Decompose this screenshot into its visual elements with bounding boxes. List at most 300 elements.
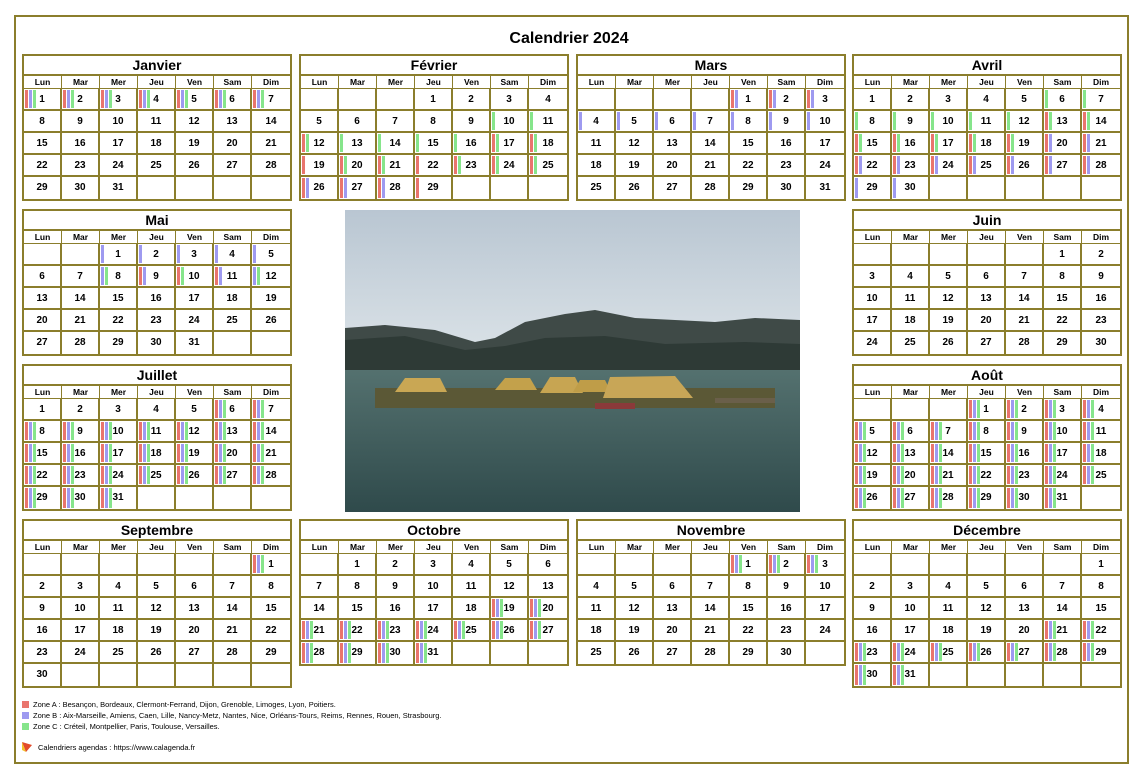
day-cell[interactable] [692,155,730,177]
day-cell[interactable] [654,177,692,199]
day-cell[interactable] [1006,620,1044,642]
day-cell[interactable] [968,465,1006,487]
day-cell[interactable] [453,111,491,133]
day-cell[interactable] [100,266,138,288]
day-cell[interactable] [968,288,1006,310]
day-cell[interactable] [730,620,768,642]
day-cell[interactable] [930,465,968,487]
day-cell[interactable] [968,487,1006,509]
day-cell[interactable] [529,133,567,155]
day-cell[interactable] [1044,465,1082,487]
day-cell[interactable] [339,576,377,598]
day-cell[interactable] [854,310,892,332]
day-cell[interactable] [1044,642,1082,664]
day-cell[interactable] [578,133,616,155]
day-cell[interactable] [1006,421,1044,443]
day-cell[interactable] [301,642,339,664]
day-cell[interactable] [1044,332,1082,354]
day-cell[interactable] [968,155,1006,177]
day-cell[interactable] [854,111,892,133]
day-cell[interactable] [62,288,100,310]
day-cell[interactable] [930,598,968,620]
day-cell[interactable] [616,177,654,199]
day-cell[interactable] [692,111,730,133]
day-cell[interactable] [24,487,62,509]
day-cell[interactable] [62,399,100,421]
day-cell[interactable] [654,642,692,664]
day-cell[interactable] [176,598,214,620]
day-cell[interactable] [1082,133,1120,155]
day-cell[interactable] [806,576,844,598]
day-cell[interactable] [491,598,529,620]
day-cell[interactable] [415,620,453,642]
day-cell[interactable] [252,155,290,177]
day-cell[interactable] [176,620,214,642]
day-cell[interactable] [176,399,214,421]
day-cell[interactable] [252,244,290,266]
day-cell[interactable] [24,598,62,620]
day-cell[interactable] [301,598,339,620]
day-cell[interactable] [692,620,730,642]
day-cell[interactable] [1082,620,1120,642]
day-cell[interactable] [252,288,290,310]
day-cell[interactable] [730,576,768,598]
day-cell[interactable] [138,465,176,487]
day-cell[interactable] [616,155,654,177]
day-cell[interactable] [138,288,176,310]
day-cell[interactable] [491,111,529,133]
day-cell[interactable] [1082,642,1120,664]
day-cell[interactable] [968,598,1006,620]
day-cell[interactable] [1082,310,1120,332]
day-cell[interactable] [1082,89,1120,111]
day-cell[interactable] [968,620,1006,642]
day-cell[interactable] [214,598,252,620]
day-cell[interactable] [339,554,377,576]
day-cell[interactable] [339,177,377,199]
day-cell[interactable] [529,554,567,576]
day-cell[interactable] [100,332,138,354]
day-cell[interactable] [100,111,138,133]
day-cell[interactable] [138,310,176,332]
day-cell[interactable] [768,155,806,177]
day-cell[interactable] [616,576,654,598]
day-cell[interactable] [377,111,415,133]
day-cell[interactable] [1082,465,1120,487]
day-cell[interactable] [768,598,806,620]
day-cell[interactable] [252,310,290,332]
day-cell[interactable] [138,133,176,155]
day-cell[interactable] [768,576,806,598]
day-cell[interactable] [854,177,892,199]
day-cell[interactable] [301,576,339,598]
day-cell[interactable] [968,310,1006,332]
day-cell[interactable] [730,177,768,199]
day-cell[interactable] [24,465,62,487]
day-cell[interactable] [1044,288,1082,310]
day-cell[interactable] [176,89,214,111]
day-cell[interactable] [1006,310,1044,332]
day-cell[interactable] [930,89,968,111]
day-cell[interactable] [529,155,567,177]
day-cell[interactable] [100,642,138,664]
day-cell[interactable] [968,266,1006,288]
day-cell[interactable] [415,642,453,664]
day-cell[interactable] [930,332,968,354]
day-cell[interactable] [100,465,138,487]
day-cell[interactable] [1044,443,1082,465]
day-cell[interactable] [491,155,529,177]
day-cell[interactable] [138,244,176,266]
day-cell[interactable] [1082,155,1120,177]
day-cell[interactable] [529,111,567,133]
day-cell[interactable] [1044,598,1082,620]
day-cell[interactable] [252,620,290,642]
day-cell[interactable] [138,266,176,288]
day-cell[interactable] [968,332,1006,354]
day-cell[interactable] [214,465,252,487]
day-cell[interactable] [968,421,1006,443]
day-cell[interactable] [892,155,930,177]
day-cell[interactable] [176,133,214,155]
day-cell[interactable] [176,443,214,465]
day-cell[interactable] [892,266,930,288]
day-cell[interactable] [1082,288,1120,310]
day-cell[interactable] [968,89,1006,111]
day-cell[interactable] [252,576,290,598]
day-cell[interactable] [415,554,453,576]
day-cell[interactable] [1006,332,1044,354]
day-cell[interactable] [730,155,768,177]
day-cell[interactable] [930,111,968,133]
day-cell[interactable] [654,111,692,133]
day-cell[interactable] [968,399,1006,421]
day-cell[interactable] [339,133,377,155]
day-cell[interactable] [138,642,176,664]
day-cell[interactable] [62,133,100,155]
day-cell[interactable] [1082,266,1120,288]
day-cell[interactable] [214,443,252,465]
day-cell[interactable] [578,576,616,598]
day-cell[interactable] [730,598,768,620]
day-cell[interactable] [453,598,491,620]
day-cell[interactable] [692,177,730,199]
day-cell[interactable] [1006,487,1044,509]
day-cell[interactable] [24,576,62,598]
day-cell[interactable] [176,288,214,310]
day-cell[interactable] [892,421,930,443]
day-cell[interactable] [930,288,968,310]
day-cell[interactable] [1082,554,1120,576]
day-cell[interactable] [62,421,100,443]
day-cell[interactable] [100,288,138,310]
day-cell[interactable] [62,310,100,332]
day-cell[interactable] [100,421,138,443]
day-cell[interactable] [138,421,176,443]
day-cell[interactable] [854,487,892,509]
day-cell[interactable] [100,443,138,465]
day-cell[interactable] [214,111,252,133]
day-cell[interactable] [578,111,616,133]
day-cell[interactable] [1006,133,1044,155]
day-cell[interactable] [100,399,138,421]
day-cell[interactable] [252,598,290,620]
day-cell[interactable] [1044,111,1082,133]
day-cell[interactable] [100,244,138,266]
day-cell[interactable] [930,133,968,155]
day-cell[interactable] [138,620,176,642]
day-cell[interactable] [1006,465,1044,487]
day-cell[interactable] [768,554,806,576]
day-cell[interactable] [176,465,214,487]
day-cell[interactable] [214,244,252,266]
day-cell[interactable] [1082,576,1120,598]
day-cell[interactable] [301,111,339,133]
day-cell[interactable] [176,642,214,664]
day-cell[interactable] [854,288,892,310]
day-cell[interactable] [214,266,252,288]
day-cell[interactable] [892,310,930,332]
day-cell[interactable] [892,664,930,686]
day-cell[interactable] [1006,288,1044,310]
day-cell[interactable] [1044,399,1082,421]
day-cell[interactable] [24,89,62,111]
day-cell[interactable] [100,576,138,598]
day-cell[interactable] [24,266,62,288]
day-cell[interactable] [854,421,892,443]
day-cell[interactable] [415,155,453,177]
day-cell[interactable] [24,620,62,642]
day-cell[interactable] [892,133,930,155]
day-cell[interactable] [654,598,692,620]
day-cell[interactable] [214,288,252,310]
day-cell[interactable] [968,111,1006,133]
day-cell[interactable] [176,244,214,266]
day-cell[interactable] [1044,620,1082,642]
day-cell[interactable] [138,332,176,354]
day-cell[interactable] [24,332,62,354]
day-cell[interactable] [692,133,730,155]
day-cell[interactable] [578,598,616,620]
day-cell[interactable] [806,554,844,576]
day-cell[interactable] [62,576,100,598]
day-cell[interactable] [1006,155,1044,177]
day-cell[interactable] [892,111,930,133]
day-cell[interactable] [529,89,567,111]
day-cell[interactable] [968,133,1006,155]
day-cell[interactable] [806,133,844,155]
credit-text[interactable]: Calendriers agendas : https://www.calagenda.fr [38,742,196,752]
day-cell[interactable] [892,487,930,509]
day-cell[interactable] [214,620,252,642]
day-cell[interactable] [730,111,768,133]
day-cell[interactable] [415,133,453,155]
day-cell[interactable] [1006,576,1044,598]
day-cell[interactable] [377,642,415,664]
day-cell[interactable] [806,89,844,111]
day-cell[interactable] [854,576,892,598]
day-cell[interactable] [453,554,491,576]
day-cell[interactable] [892,288,930,310]
day-cell[interactable] [854,332,892,354]
day-cell[interactable] [62,465,100,487]
day-cell[interactable] [62,266,100,288]
day-cell[interactable] [252,399,290,421]
day-cell[interactable] [252,89,290,111]
day-cell[interactable] [1044,133,1082,155]
day-cell[interactable] [768,133,806,155]
credit-line[interactable] [22,742,195,752]
day-cell[interactable] [930,155,968,177]
day-cell[interactable] [62,487,100,509]
day-cell[interactable] [930,443,968,465]
day-cell[interactable] [730,554,768,576]
day-cell[interactable] [1044,89,1082,111]
day-cell[interactable] [692,598,730,620]
day-cell[interactable] [806,620,844,642]
day-cell[interactable] [214,576,252,598]
day-cell[interactable] [301,155,339,177]
day-cell[interactable] [138,598,176,620]
day-cell[interactable] [1006,111,1044,133]
day-cell[interactable] [100,310,138,332]
day-cell[interactable] [854,664,892,686]
day-cell[interactable] [730,89,768,111]
day-cell[interactable] [138,111,176,133]
day-cell[interactable] [1082,111,1120,133]
day-cell[interactable] [1006,399,1044,421]
day-cell[interactable] [453,620,491,642]
day-cell[interactable] [491,554,529,576]
day-cell[interactable] [100,133,138,155]
day-cell[interactable] [806,111,844,133]
day-cell[interactable] [491,620,529,642]
day-cell[interactable] [616,642,654,664]
day-cell[interactable] [854,620,892,642]
day-cell[interactable] [377,554,415,576]
day-cell[interactable] [854,465,892,487]
day-cell[interactable] [930,487,968,509]
day-cell[interactable] [24,642,62,664]
day-cell[interactable] [1044,244,1082,266]
day-cell[interactable] [252,642,290,664]
day-cell[interactable] [968,576,1006,598]
day-cell[interactable] [138,443,176,465]
day-cell[interactable] [100,620,138,642]
day-cell[interactable] [968,642,1006,664]
day-cell[interactable] [377,133,415,155]
day-cell[interactable] [62,443,100,465]
day-cell[interactable] [377,620,415,642]
day-cell[interactable] [453,155,491,177]
day-cell[interactable] [252,111,290,133]
day-cell[interactable] [62,89,100,111]
day-cell[interactable] [1082,421,1120,443]
day-cell[interactable] [301,620,339,642]
day-cell[interactable] [892,177,930,199]
day-cell[interactable] [24,664,62,686]
day-cell[interactable] [62,598,100,620]
day-cell[interactable] [854,443,892,465]
day-cell[interactable] [854,266,892,288]
day-cell[interactable] [578,177,616,199]
day-cell[interactable] [930,421,968,443]
day-cell[interactable] [768,642,806,664]
day-cell[interactable] [730,133,768,155]
day-cell[interactable] [214,310,252,332]
day-cell[interactable] [339,642,377,664]
day-cell[interactable] [24,133,62,155]
day-cell[interactable] [252,133,290,155]
day-cell[interactable] [24,443,62,465]
day-cell[interactable] [654,133,692,155]
day-cell[interactable] [214,133,252,155]
day-cell[interactable] [252,554,290,576]
day-cell[interactable] [100,89,138,111]
day-cell[interactable] [892,642,930,664]
day-cell[interactable] [1044,487,1082,509]
day-cell[interactable] [415,89,453,111]
day-cell[interactable] [301,177,339,199]
day-cell[interactable] [214,399,252,421]
day-cell[interactable] [176,111,214,133]
day-cell[interactable] [854,642,892,664]
day-cell[interactable] [24,310,62,332]
day-cell[interactable] [654,155,692,177]
day-cell[interactable] [892,576,930,598]
day-cell[interactable] [1082,244,1120,266]
day-cell[interactable] [768,111,806,133]
day-cell[interactable] [930,310,968,332]
day-cell[interactable] [24,288,62,310]
day-cell[interactable] [1082,332,1120,354]
day-cell[interactable] [176,266,214,288]
day-cell[interactable] [1044,266,1082,288]
day-cell[interactable] [62,620,100,642]
day-cell[interactable] [138,399,176,421]
day-cell[interactable] [854,89,892,111]
day-cell[interactable] [138,155,176,177]
day-cell[interactable] [1044,421,1082,443]
day-cell[interactable] [214,642,252,664]
day-cell[interactable] [377,177,415,199]
day-cell[interactable] [415,111,453,133]
day-cell[interactable] [768,177,806,199]
day-cell[interactable] [616,620,654,642]
day-cell[interactable] [415,576,453,598]
day-cell[interactable] [529,620,567,642]
day-cell[interactable] [100,487,138,509]
day-cell[interactable] [138,576,176,598]
day-cell[interactable] [1006,443,1044,465]
day-cell[interactable] [529,598,567,620]
day-cell[interactable] [968,443,1006,465]
day-cell[interactable] [1006,642,1044,664]
day-cell[interactable] [616,598,654,620]
day-cell[interactable] [453,576,491,598]
day-cell[interactable] [930,576,968,598]
day-cell[interactable] [62,177,100,199]
day-cell[interactable] [62,332,100,354]
day-cell[interactable] [453,89,491,111]
day-cell[interactable] [806,598,844,620]
day-cell[interactable] [491,133,529,155]
day-cell[interactable] [578,642,616,664]
day-cell[interactable] [339,620,377,642]
day-cell[interactable] [892,598,930,620]
day-cell[interactable] [24,111,62,133]
day-cell[interactable] [138,89,176,111]
